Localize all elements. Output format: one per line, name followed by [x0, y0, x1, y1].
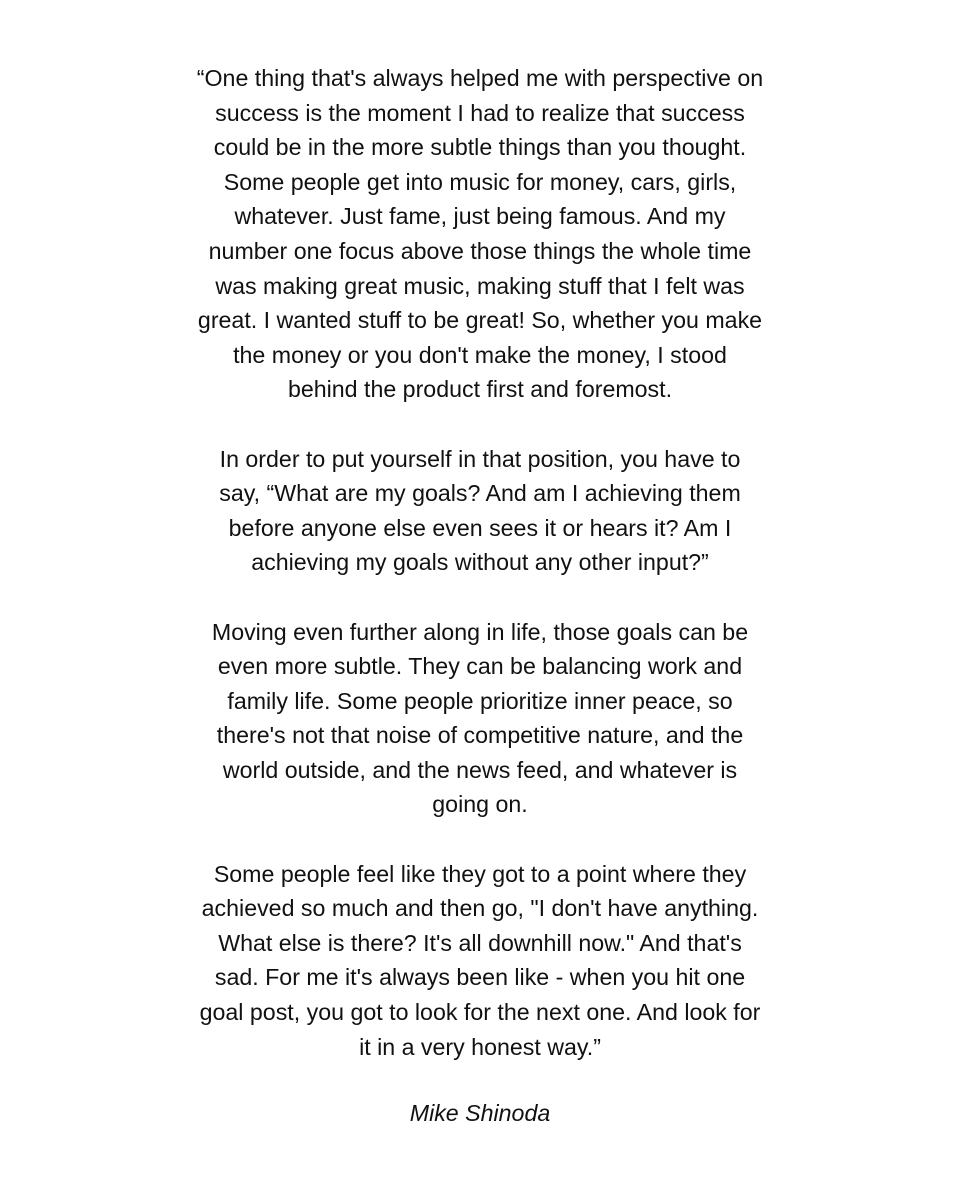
paragraph-gap: [167, 407, 793, 442]
quote-line: “One thing that's always helped me with perspective on: [196, 65, 764, 91]
paragraph-gap: [167, 580, 793, 615]
quote-line: number one focus above those things the whole time: [208, 237, 752, 264]
quote-line: the money or you don't make the money, I stood: [233, 341, 727, 368]
quote-line: Some people get into music for money, cars, girls,: [223, 168, 737, 195]
quote-line: success is the moment I had to realize that success: [215, 99, 745, 126]
quote-line: whatever. Just fame, just being famous. And my: [234, 203, 726, 230]
quote-line: there's not that noise of competitive nature, and the: [216, 722, 744, 749]
quote-line: Some people feel like they got to a point where they: [213, 860, 747, 887]
quote-line: was making great music, making stuff that I felt was: [215, 272, 745, 299]
quote-line: great. I wanted stuff to be great! So, whether you make: [197, 307, 763, 334]
quote-line: family life. Some people prioritize inner peace, so: [227, 687, 733, 714]
quote-paragraph-3: [167, 615, 793, 823]
quote-paragraph-2: [167, 442, 793, 580]
quote-text: [167, 61, 793, 1064]
quote-line: Moving even further along in life, those goals can be: [211, 618, 749, 645]
quote-line: going on.: [432, 791, 528, 818]
quote-paragraph-4: [167, 857, 793, 1065]
quote-line: achieving my goals without any other input?”: [251, 549, 709, 576]
quote-line: What else is there? It's all downhill now." And that's: [218, 929, 742, 956]
quote-line: achieved so much and then go, "I don't have anything.: [201, 895, 759, 922]
quote-line: goal post, you got to look for the next one. And look for: [199, 999, 761, 1026]
quote-paragraph-1: [167, 61, 793, 407]
quote-line: In order to put yourself in that position, you have to: [219, 445, 741, 472]
quote-attribution: Mike Shinoda: [409, 1100, 551, 1126]
quote-line: before anyone else even sees it or hears it? Am I: [228, 514, 732, 541]
quote-line: say, “What are my goals? And am I achieving them: [219, 480, 741, 507]
quote-line: it in a very honest way.”: [359, 1033, 601, 1060]
quote-line: could be in the more subtle things than you thought.: [213, 134, 747, 161]
paragraph-gap: [167, 822, 793, 857]
quote-line: behind the product first and foremost.: [287, 376, 673, 403]
quote-line: sad. For me it's always been like - when you hit one: [214, 964, 746, 991]
quote-line: even more subtle. They can be balancing work and: [217, 653, 743, 680]
quote-line: world outside, and the news feed, and whatever is: [222, 756, 738, 783]
